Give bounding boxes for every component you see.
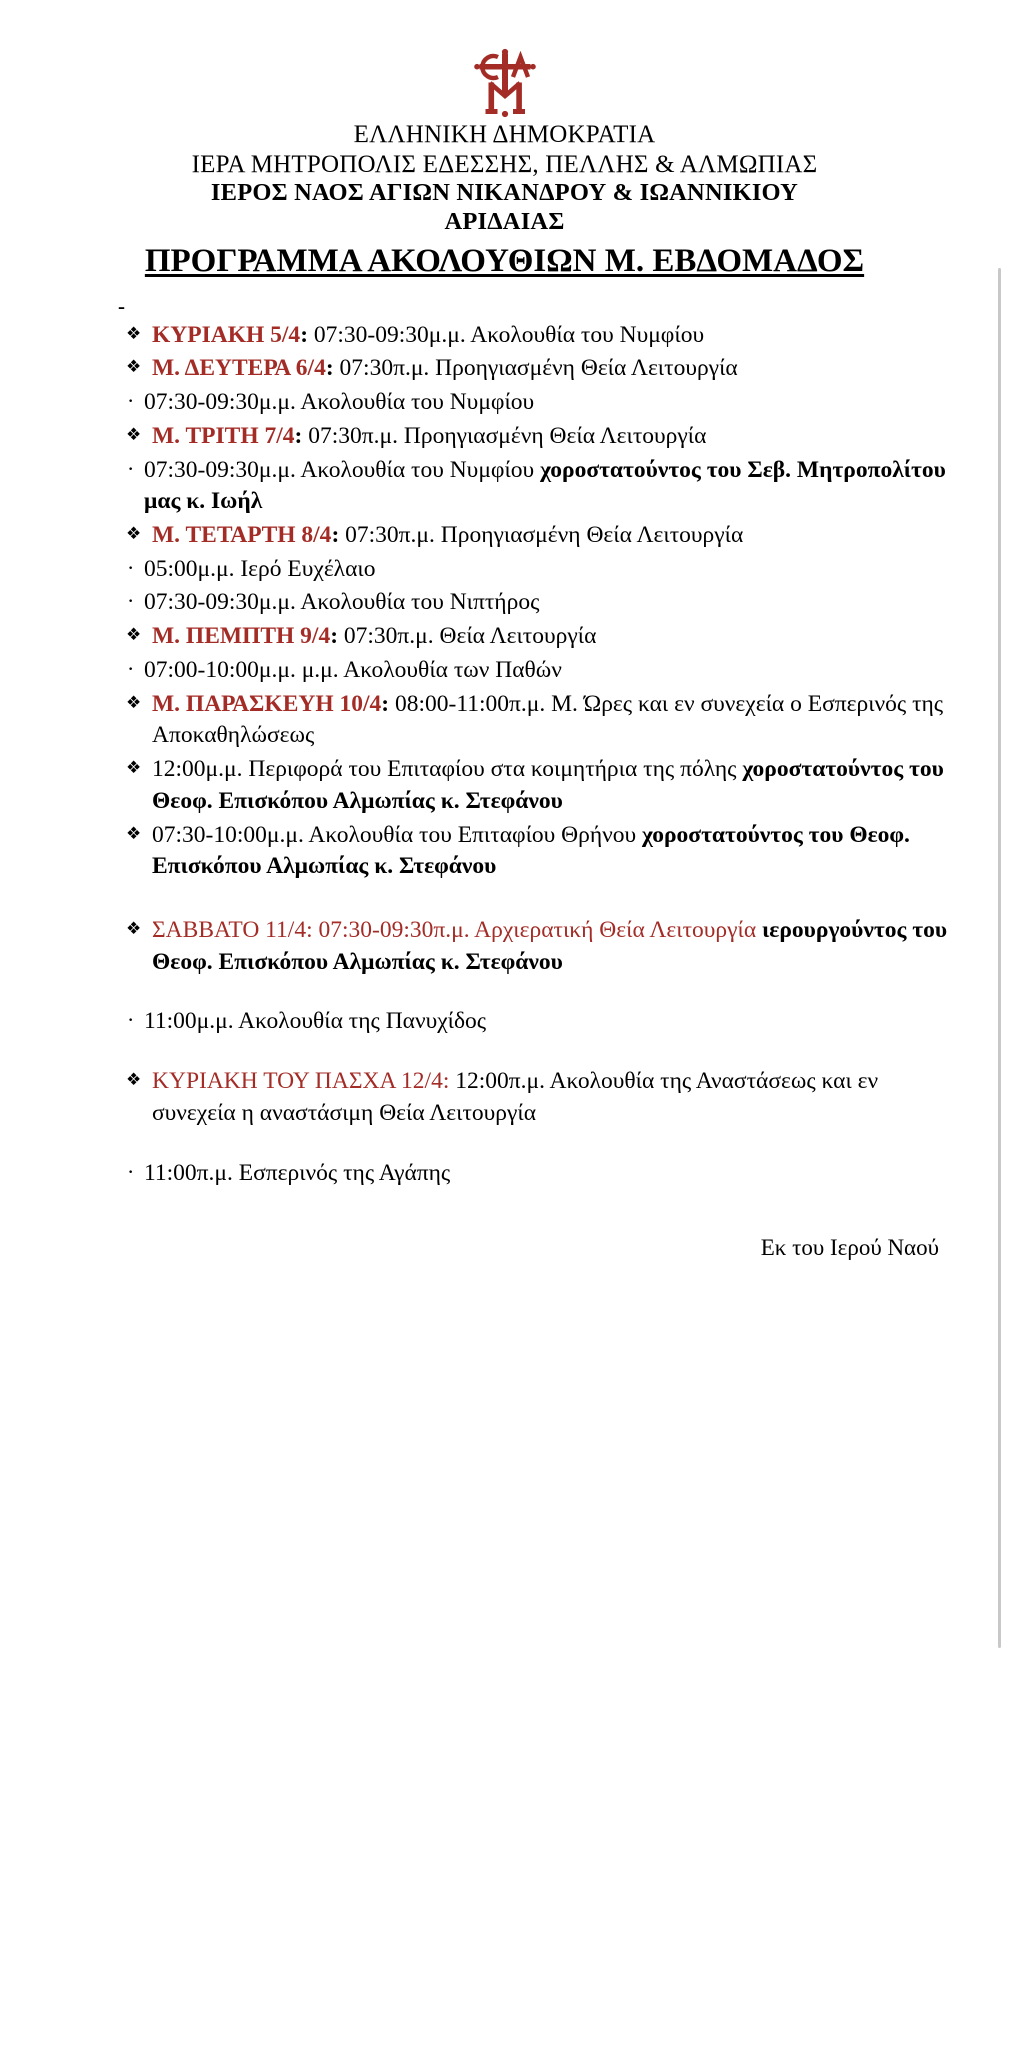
entry-emphasis: χοροστατούντος του Σεβ. Μητροπολίτου μας κ. Ιωήλ (144, 456, 946, 515)
spacer (126, 1038, 949, 1064)
spacer (126, 883, 949, 913)
list-item-pascha (126, 1066, 949, 1129)
dot-bullet-icon: · (127, 1007, 135, 1033)
entry-emphasis: ιερουργούντος του Θεοφ. Επισκόπου Αλμωπίας κ. Στεφάνου (152, 916, 948, 975)
list-item (126, 587, 949, 619)
list-item (126, 655, 949, 687)
diamond-bullet-icon: ❖ (126, 323, 142, 343)
entry-text: 07:30-09:30μ.μ. Ακολουθία του Νιπτήρος (144, 589, 540, 616)
list-item (126, 387, 949, 419)
dash-marker: - (118, 293, 125, 318)
entry-emphasis: χοροστατούντος του Θεοφ. Επισκόπου Αλμωπίας κ. Στεφάνου (152, 821, 910, 880)
spacer (126, 1130, 949, 1156)
list-item (126, 320, 949, 352)
list-item (126, 689, 949, 752)
dot-bullet-icon: · (127, 588, 135, 614)
entry-emphasis: χοροστατούντος του Θεοφ. Επισκόπου Αλμωπίας κ. Στεφάνου (152, 756, 944, 814)
diamond-bullet-icon: ❖ (126, 918, 142, 938)
entry-text: 07:00-10:00μ.μ. μ.μ. Ακολουθία των Παθών (144, 656, 562, 683)
entry-text: 07:30-09:30μ.μ. Ακολουθία του Νυμφίου (144, 389, 535, 416)
header-line-metropolis: ΙΕΡΑ ΜΗΤΡΟΠΟΛΙΣ ΕΔΕΣΣΗΣ, ΠΕΛΛΗΣ & ΑΛΜΩΠΙΑΣ (191, 150, 818, 178)
entry-text: 07:30π.μ. Προηγιασμένη Θεία Λειτουργία (302, 422, 707, 449)
dot-bullet-icon: · (127, 455, 135, 481)
list-item (126, 554, 949, 586)
entry-date: Μ. ΤΕΤΑΡΤΗ 8/4 (152, 522, 332, 549)
scrollbar[interactable] (998, 268, 1001, 1648)
header-line-church: ΙΕΡΟΣ ΝΑΟΣ ΑΓΙΩΝ ΝΙΚΑΝΔΡΟΥ & ΙΩΑΝΝΙΚΙΟΥ (210, 179, 799, 206)
diamond-bullet-icon: ❖ (126, 424, 142, 444)
diamond-bullet-icon: ❖ (126, 625, 142, 645)
page-title: ΠΡΟΓΡΑΜΜΑ ΑΚΟΛΟΥΘΙΩΝ Μ. ΕΒΔΟΜΑΔΟΣ (144, 242, 865, 279)
diamond-bullet-icon: ❖ (126, 1070, 142, 1090)
diamond-bullet-icon: ❖ (126, 524, 142, 544)
list-item-agapis (126, 1158, 949, 1190)
diamond-bullet-icon: ❖ (126, 357, 142, 377)
entry-separator: : (300, 321, 309, 348)
list-item (126, 421, 949, 453)
document-footer (0, 1233, 1009, 1263)
entry-text: 11:00π.μ. Εσπερινός της Αγάπης (144, 1159, 451, 1186)
header-line-city: ΑΡΙΔΑΙΑΣ (444, 207, 565, 235)
entry-date: Μ. ΠΑΡΑΣΚΕΥΗ 10/4 (152, 690, 382, 717)
list-item (126, 520, 949, 552)
entry-date: Μ. ΠΕΜΠΤΗ 9/4 (152, 623, 331, 650)
entry-date: ΚΥΡΙΑΚΗ ΤΟΥ ΠΑΣΧΑ 12/4 (152, 1068, 443, 1095)
entry-text: 07:30π.μ. Προηγιασμένη Θεία Λειτουργία (339, 522, 744, 549)
header-line-republic: ΕΛΛΗΝΙΚΗ ΔΗΜΟΚΡΑΤΙΑ (353, 121, 656, 148)
entry-text: 05:00μ.μ. Ιερό Ευχέλαιο (144, 555, 376, 582)
document-header (0, 120, 1009, 282)
schedule-list (0, 293, 1009, 1190)
entry-date: ΚΥΡΙΑΚΗ 5/4 (152, 321, 301, 348)
christogram-emblem (468, 46, 542, 120)
entry-text: 07:30-10:00μ.μ. Ακολουθία του Επιταφίου Θρήνου (152, 821, 643, 848)
spacer (126, 978, 949, 1004)
entry-date: Μ. ΔΕΥΤΕΡΑ 6/4 (152, 355, 326, 382)
list-item (126, 754, 949, 817)
list-item (126, 455, 949, 518)
entry-separator: : (325, 355, 334, 382)
diamond-bullet-icon: ❖ (126, 823, 142, 843)
entry-text: 12:00μ.μ. Περιφορά του Επιταφίου στα κοιμητήρια της πόλης (152, 756, 743, 783)
entry-date: Μ. ΤΡΙΤΗ 7/4 (152, 422, 295, 449)
emblem-container (0, 0, 1009, 120)
dot-bullet-icon: · (127, 388, 135, 414)
entry-separator: : (294, 422, 303, 449)
list-item-saturday (126, 915, 949, 978)
entry-text: 07:30-09:30μ.μ. Ακολουθία του Νυμφίου (308, 321, 705, 348)
dot-bullet-icon: · (127, 1158, 135, 1184)
footer-signature: Εκ του Ιερού Ναού (760, 1235, 939, 1261)
diamond-bullet-icon: ❖ (126, 758, 142, 778)
dot-bullet-icon: · (127, 655, 135, 681)
entry-separator: : (330, 623, 339, 650)
entry-separator: : (331, 522, 340, 549)
list-item-panychis (126, 1006, 949, 1038)
entry-text: 07:30-09:30μ.μ. Ακολουθία του Νυμφίου (144, 456, 541, 483)
entry-text: 12:00π.μ. Ακολουθία της Αναστάσεως και εν συνεχεία η αναστάσιμη Θεία Λειτουργία (152, 1068, 879, 1126)
list-item (126, 820, 949, 883)
entry-text: 07:30π.μ. Θεία Λειτουργία (338, 623, 597, 650)
entry-text: 08:00-11:00π.μ. Μ. Ώρες και εν συνεχεία ο Εσπερινός της Αποκαθηλώσεως (152, 690, 944, 749)
dot-bullet-icon: · (127, 554, 135, 580)
entry-text: 11:00μ.μ. Ακολουθία της Πανυχίδος (144, 1008, 487, 1035)
entry-separator: : (381, 690, 390, 717)
list-item (126, 353, 949, 385)
diamond-bullet-icon: ❖ (126, 692, 142, 712)
list-item (126, 621, 949, 653)
entry-separator: : (442, 1068, 450, 1095)
entry-text: 07:30π.μ. Προηγιασμένη Θεία Λειτουργία (333, 355, 738, 382)
entry-date: ΣΑΒΒΑΤΟ 11/4: 07:30-09:30π.μ. Αρχιερατική Θεία Λειτουργία (152, 916, 763, 943)
